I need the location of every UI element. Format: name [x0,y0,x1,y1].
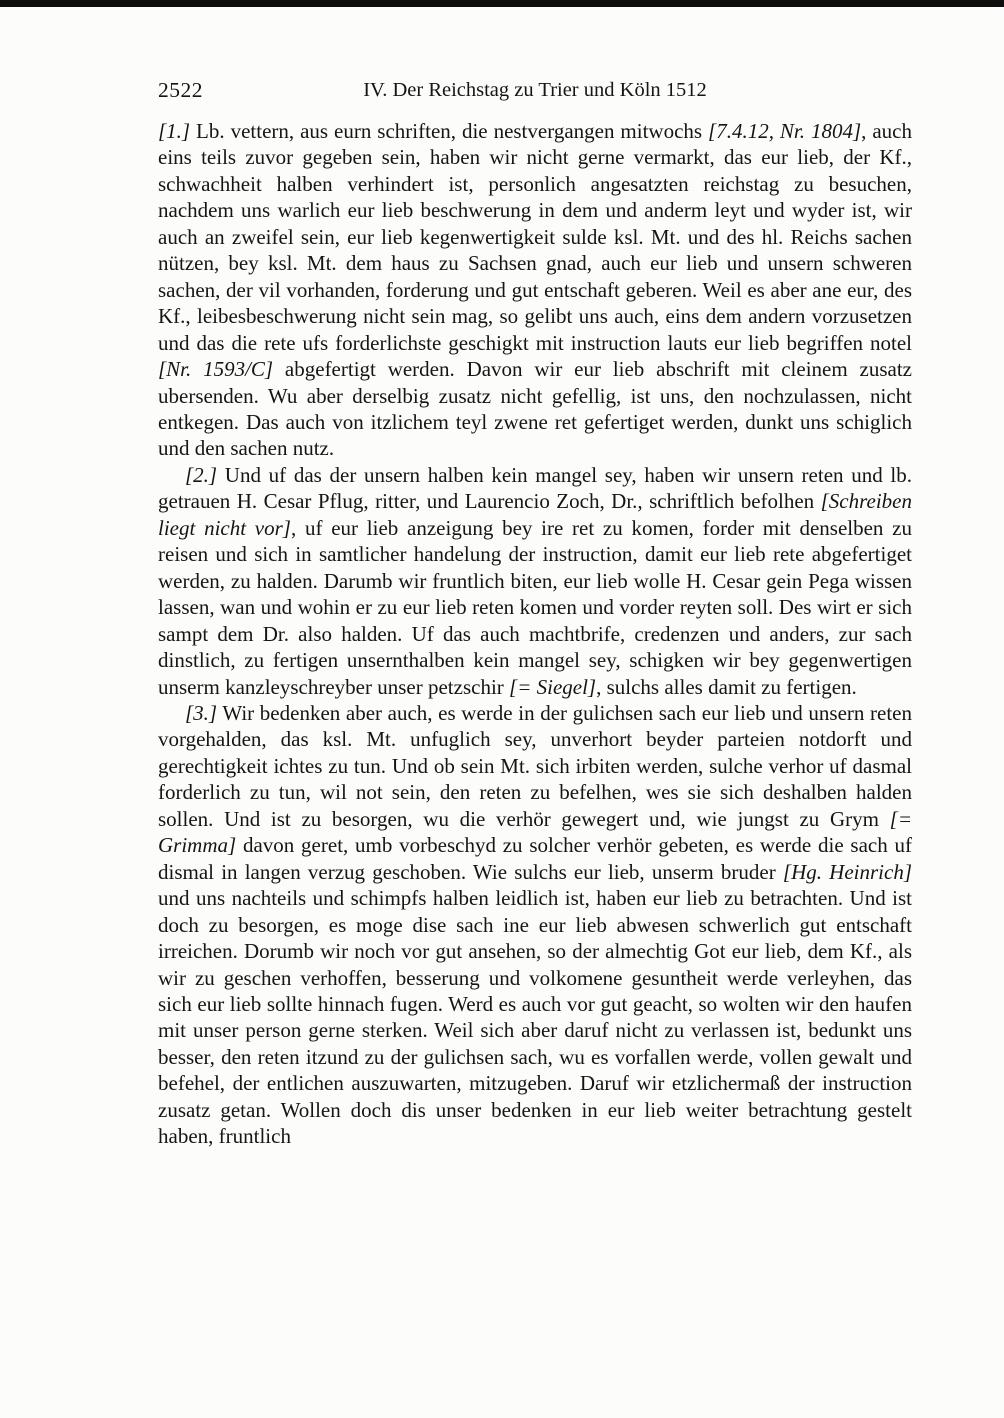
editorial-note: [Schreiben liegt nicht vor] [158,489,912,540]
paragraph [158,462,912,700]
text-run: , auch eins teils zuvor gegeben sein, haben wir nicht gerne vermarkt, das eur lieb, der Kf., schwachheit halben verhindert ist, personlich angesatzten reichstag zu besuchen, nachdem uns warlich eur lieb beschwerung in dem und anderm leyt und wyder ist, wir auch an zweifel sein, eur lieb kegenwertigkeit sulde ksl. Mt. und des hl. Reichs sachen nützen, bey ksl. Mt. dem haus zu Sachsen gnad, auch eur lieb und unsern schweren sachen, der vil vorhanden, forderung und gut entschaft geberen. Weil es aber ane eur, des Kf., leibesbeschwerung nicht sein mag, so gelibt uns auch, eins dem andern vorzusetzen und das die rete ufs forderlichste geschigkt mit instruction lauts eur lieb begriffen notel [158,119,912,355]
running-header: IV. Der Reichstag zu Trier und Köln 1512 [363,79,707,101]
text-body [158,118,912,1150]
editorial-note: [3.] [185,700,218,725]
text-run: Lb. vettern, aus eurn schriften, die nestvergangen mitwochs [190,119,709,143]
editorial-note: [Hg. Heinrich] [782,859,912,884]
page-content [158,78,912,1150]
editorial-note: [1.] [158,119,191,143]
text-run: , sulchs alles damit zu fertigen. [596,674,857,699]
scan-edge-top [0,0,1004,7]
editorial-note: [= Grimma] [158,806,912,858]
paragraph [158,700,912,1150]
paragraph [158,118,912,462]
text-run: Wir bedenken aber auch, es werde in der gulichsen sach eur lieb und unsern reten vorgehalden, das ksl. Mt. unfuglich sey, unverhort beyder parteien notdorft und gerechtigkeit ichtes zu tun. Und ob sein Mt. sich irbiten werden, sulche verhor uf dasmal forderlich zu tun, wil not sein, den reten zu befelhen, wes sie sich deshalben halden sollen. Und ist zu besorgen, wu die verhör gewegert und, wie jungst zu Grym [158,700,912,831]
editorial-note: [2.] [185,462,218,487]
editorial-note: [= Siegel] [509,674,597,699]
text-run: , uf eur lieb anzeigung bey ire ret zu komen, forder mit denselben zu reisen und sich in samtlicher handelung der instruction, damit eur lieb rete abgefertiget werden, zu halden. Darumb wir fruntlich biten, eur lieb wolle H. Cesar gein Pega wissen lassen, wan und wohin er zu eur lieb reten komen und vorder reyten soll. Des wirt er sich sampt dem Dr. also halden. Uf das auch machtbrife, credenzen und anders, zur sach dinstlich, zu fertigen unsernthalben kein mangel sey, schigken wir bey gegenwertigen unserm kanzleyschreyber unser petzschir [158,515,913,699]
text-run: Und uf das der unsern halben kein mangel sey, haben wir unsern reten und lb. getrauen H. Cesar Pflug, ritter, und Laurencio Zoch, Dr., schriftlich befolhen [158,462,912,514]
page-number: 2522 [158,78,203,102]
page-header [158,78,912,105]
text-run: und uns nachteils und schimpfs halben leidlich ist, haben eur lieb zu betrachten. Und ist doch zu besorgen, es moge dise sach ine eur lieb abwesen schwerlich gut entschaft irreichen. Dorumb wir noch vor gut ansehen, so der almechtig Got eur lieb, dem Kf., als wir zu geschen verhoffen, besserung und volkomene gesuntheit werde verleyhen, das sich eur lieb sollte hinnach fugen. Werd es auch vor gut geacht, so wolten wir den haufen mit unser person gerne sterken. Weil sich aber daruf nicht zu verlassen ist, bedunkt uns besser, den reten itzund zu der gulichsen sach, wu es vorfallen werde, vollen gewalt und befehel, der entlichen auszuwarten, mitzugeben. Daruf wir etzlichermaß der instruction zusatz getan. Wollen doch dis unser bedenken in eur lieb weiter betrachtung gestelt haben, fruntlich [158,886,912,1149]
text-run: davon geret, umb vorbeschyd zu solcher verhör gebeten, es werde die sach uf dismal in langen verzug geschoben. Wie sulchs eur lieb, unserm bruder [158,833,912,884]
editorial-note: [Nr. 1593/C] [158,357,274,382]
editorial-note: [7.4.12, Nr. 1804] [708,119,862,143]
text-run: abgefertigt werden. Davon wir eur lieb abschrift mit cleinem zusatz ubersenden. Wu aber derselbig zusatz nicht gefellig, ist uns, den nochzulassen, nicht entkegen. Das auch von itzlichem teyl zwene ret gefertiget werden, dunkt uns schiglich und den sachen nutz. [158,357,912,461]
